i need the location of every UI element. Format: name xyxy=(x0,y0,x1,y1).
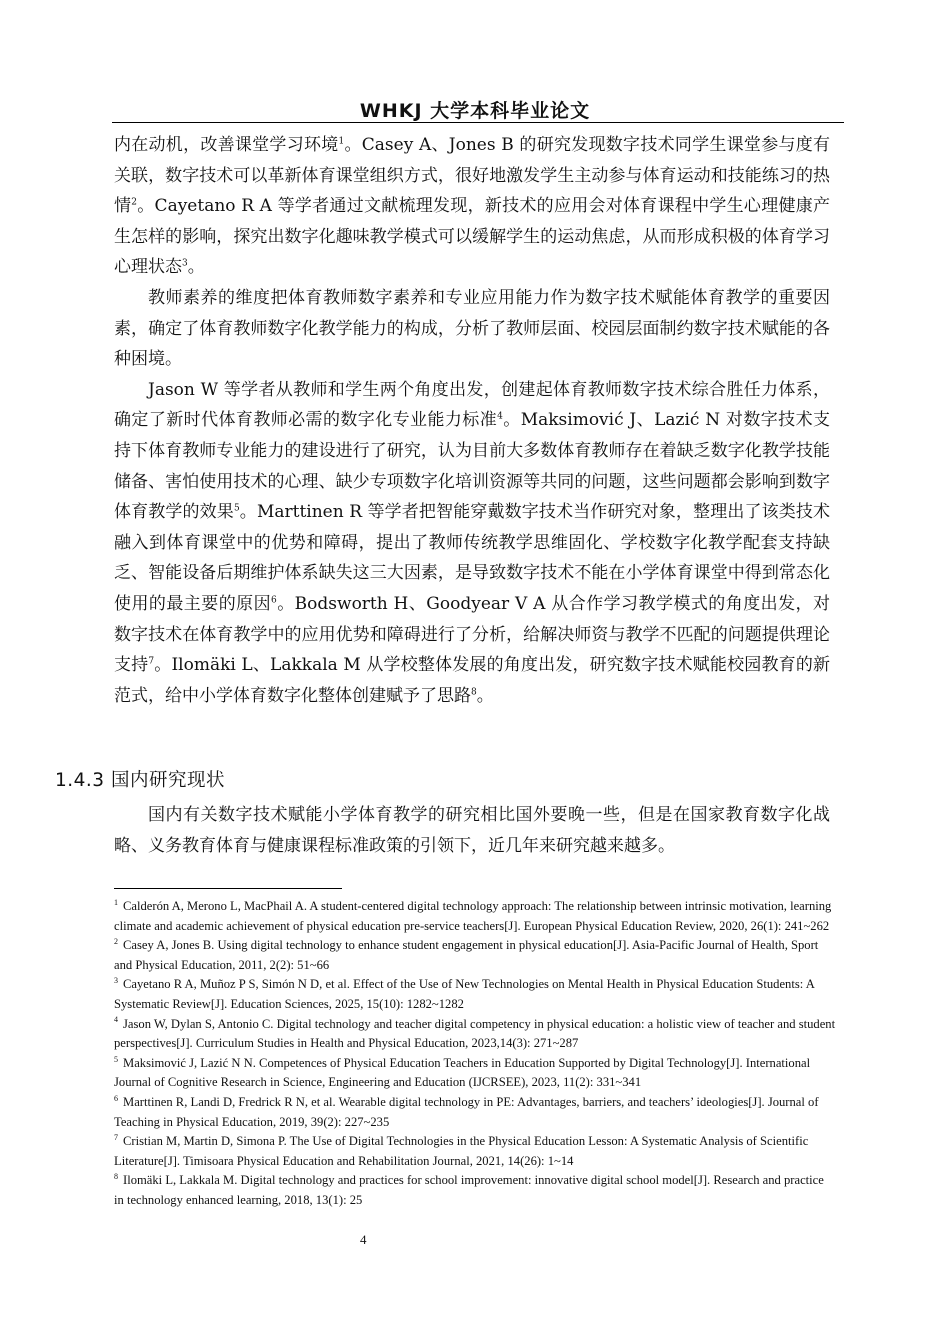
section-body xyxy=(114,800,830,861)
footnote-separator xyxy=(114,888,342,889)
footnote-text: Ilomäki L, Lakkala M. Digital technology and practices for school improvement: innovative digital school model[J]. Research and practice in technology enhanced learning, 2018, 13(1): 25 xyxy=(114,1173,824,1207)
footnote-text: Cristian M, Martin D, Simona P. The Use of Digital Technologies in the Physical Education Lesson: A Systematic Analysis of Scientific Literature[J]. Timisoara Physical Education and Rehabilitation Journal, 2021, 14(26): 1~14 xyxy=(114,1134,809,1168)
text-run: 。 xyxy=(476,685,494,706)
footnote xyxy=(114,1171,836,1210)
footnote-number: 7 xyxy=(114,1132,118,1142)
paragraph xyxy=(114,375,830,712)
footnote-reference[interactable]: 8 xyxy=(471,687,477,698)
footnote-reference[interactable]: 1 xyxy=(338,136,345,147)
footnote-number: 2 xyxy=(114,937,118,946)
running-header-title: WHKJ 大学本科毕业论文 xyxy=(359,100,591,122)
footnote-number: 4 xyxy=(114,1015,118,1025)
footnote-text: Cayetano R A, Muñoz P S, Simón N D, et al. Effect of the Use of New Technologies on Mental Health in Physical Education Students: A Systematic Review[J]. Education Sciences, 2025, 15(10): 1282~1282 xyxy=(114,977,815,1011)
text-run: 教师素养的维度把体育教师数字素养和专业应用能力作为数字技术赋能体育教学的重要因素，确定了体育教师数字化教学能力的构成，分析了教师层面、校园层面制约数字技术赋能的各种困境。 xyxy=(114,287,830,370)
footnote xyxy=(114,975,836,1014)
paragraph: 国内有关数字技术赋能小学体育教学的研究相比国外要晚一些，但是在国家教育数字化战略、义务教育体育与健康课程标准政策的引领下，近几年来研究越来越多。 xyxy=(114,805,830,856)
footnote-number: 5 xyxy=(114,1054,118,1064)
text-run: 内在动机，改善课堂学习环境 xyxy=(114,135,339,155)
body-text xyxy=(114,130,830,711)
footnote-number: 3 xyxy=(114,976,118,986)
footnote-text: Marttinen R, Landi D, Fredrick R N, et al. Wearable digital technology in PE: Advantages, barriers, and teachers’ ideologies[J]. Journal of Teaching in Physical Education, 2019, 39(2): 227~235 xyxy=(114,1094,819,1129)
footnotes xyxy=(114,897,836,1211)
footnote xyxy=(114,1054,836,1093)
footnote-reference[interactable]: 2 xyxy=(131,197,138,208)
footnote xyxy=(114,1015,836,1054)
footnote xyxy=(114,1132,836,1171)
footnote-reference[interactable]: 4 xyxy=(497,411,503,422)
text-run: 。Casey A、Jones B 的研究发现数字技术同学生课堂参与度有关联，数字技术可以革新体育课堂组织方式，很好地激发学生主动参与体育运动和技能练习的热情 xyxy=(114,135,831,217)
footnote xyxy=(114,897,836,936)
text-run: 。Cayetano R A 等学者通过文献梳理发现，新技术的应用会对体育课程中学生心理健康产生怎样的影响，探究出数字化趣味教学模式可以缓解学生的运动焦虑，从而形成积极的体育学习心理状态 xyxy=(114,196,831,278)
footnote-text: Casey A, Jones B. Using digital technology to enhance student engagement in physical education[J]. Asia-Pacific Journal of Health, Sport and Physical Education, 2011, 2(2): 51~66 xyxy=(114,938,819,972)
text-run: 。Marttinen R 等学者把智能穿戴数字技术当作研究对象，整理出了该类技术融入到体育课堂中的优势和障碍，提出了教师传统教学思维固化、学校数字化教学配套支持缺乏、智能设备后期维护体系缺失这三大因素，是导致数字技术不能在小学体育课堂中得到常态化使用的最主要的原因 xyxy=(114,502,830,614)
text-run: 。Ilomäki L、Lakkala M 从学校整体发展的角度出发，研究数字技术赋能校园教育的新范式，给中小学体育数字化整体创建赋予了思路 xyxy=(114,655,830,706)
page-number: 4 xyxy=(360,1232,367,1247)
footnote-number: 6 xyxy=(114,1093,118,1103)
footnote-reference[interactable]: 6 xyxy=(271,595,277,606)
footnote-reference[interactable]: 3 xyxy=(182,258,188,269)
section-heading: 1.4.3 国内研究现状 xyxy=(55,770,225,791)
footnote-number: 8 xyxy=(114,1172,118,1182)
paragraph xyxy=(114,130,830,283)
footnote-text: Maksimović J, Lazić N N. Competences of Physical Education Teachers in Education Supported by Digital Technology[J]. International Journal of Cognitive Research in Science, Engineering and Education (IJCRSEE), 2023, 11(2): 331~341 xyxy=(114,1055,811,1090)
text-run: 。Bodsworth H、Goodyear V A 从合作学习教学模式的角度出发，对数字技术在体育教学中的应用优势和障碍进行了分析，给解决师资与教学不匹配的问题提供理论支持 xyxy=(114,593,830,676)
footnote xyxy=(114,936,836,975)
text-run: Jason W 等学者从教师和学生两个角度出发，创建起体育教师数字技术综合胜任力体系，确定了新时代体育教师必需的数字化专业能力标准 xyxy=(114,379,830,431)
footnote xyxy=(114,1093,836,1132)
header-rule xyxy=(112,122,844,123)
text-run: 。 xyxy=(187,257,205,278)
footnote-reference[interactable]: 5 xyxy=(233,503,240,514)
footnote-text: Jason W, Dylan S, Antonio C. Digital technology and teacher digital competency in physical education: a holistic view of teacher and student perspectives[J]. Curriculum Studies in Health and Physical Education, 2023,14(3): 271~287 xyxy=(114,1016,836,1051)
footnote-number: 1 xyxy=(114,897,118,907)
footnote-reference[interactable]: 7 xyxy=(148,656,155,667)
text-run: 。Maksimović J、Lazić N 对数字技术支持下体育教师专业能力的建设进行了研究，认为目前大多数体育教师存在着缺乏数字化教学技能储备、害怕使用技术的心理、缺少专项数字化培训资源等共同的问题，这些问题都会影响到数字体育教学的效果 xyxy=(114,410,830,523)
paragraph xyxy=(114,283,830,375)
footnote-text: Calderón A, Merono L, MacPhail A. A student-centered digital technology approach: The relationship between intrinsic motivation, learning climate and academic achievement of physical education pre-service teachers[J]. European Physical Education Review, 2020, 26(1): 241~262 xyxy=(114,899,832,933)
